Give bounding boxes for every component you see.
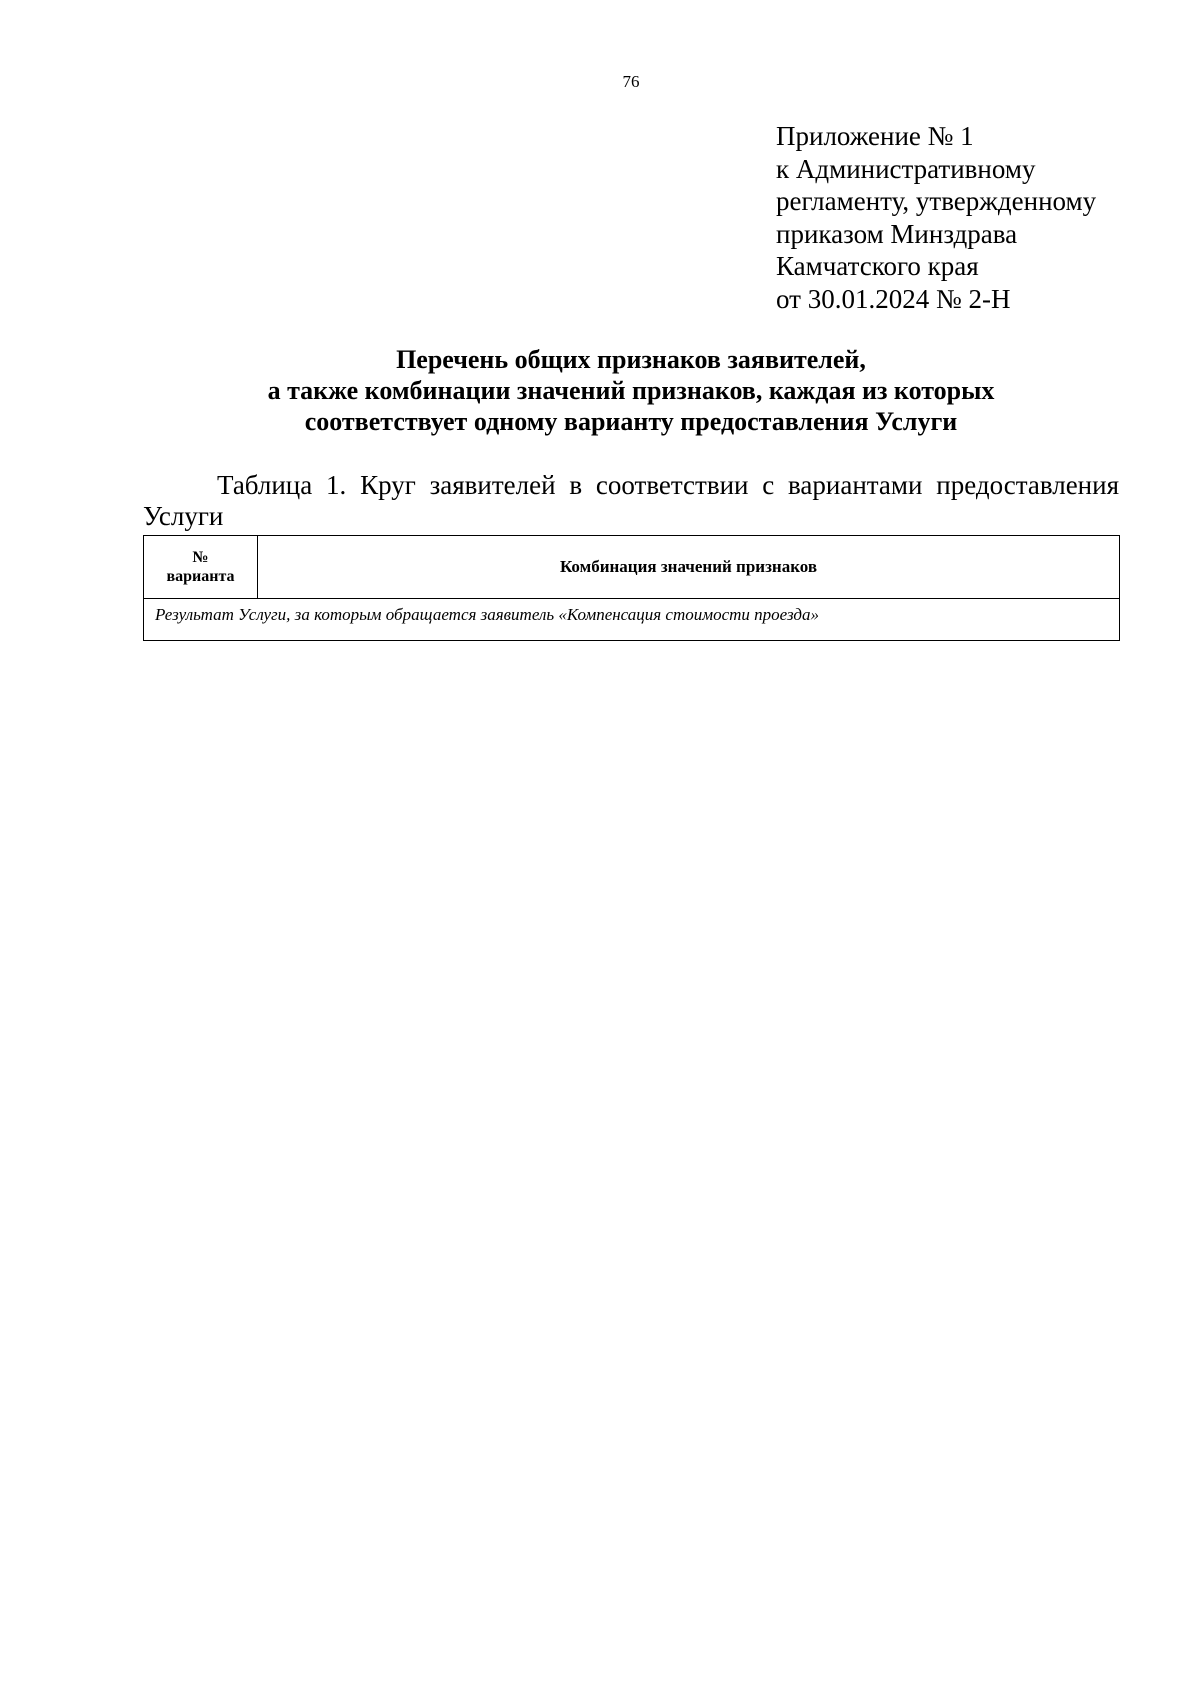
header-number-sign: № <box>192 549 209 566</box>
title-line: Перечень общих признаков заявителей, <box>396 345 866 374</box>
table-caption: Таблица 1. Круг заявителей в соответствии с вариантами предоставления Услуги <box>143 470 1119 531</box>
header-variant-label: варианта <box>166 568 235 585</box>
appendix-line: Камчатского края <box>776 251 979 281</box>
header-combination: Комбинация значений признаков <box>258 536 1120 599</box>
title-line: соответствует одному варианту предоставления Услуги <box>304 407 958 436</box>
title-line: а также комбинации значений признаков, каждая из которых <box>267 376 995 405</box>
appendix-line: регламенту, утвержденному <box>776 186 1097 216</box>
table-header-row <box>144 536 1120 599</box>
result-cell: Результат Услуги, за которым обращается заявитель «Компенсация стоимости проезда» <box>144 599 1120 641</box>
appendix-line: приказом Минздрава <box>776 218 1018 249</box>
header-variant-number <box>144 536 258 599</box>
appendix-line: Приложение № 1 <box>776 121 974 151</box>
page-number: 76 <box>622 72 640 91</box>
appendix-line: от 30.01.2024 № 2-Н <box>776 283 1011 314</box>
variants-table <box>143 535 1120 641</box>
appendix-line: к Административному <box>776 153 1036 184</box>
document-title <box>0 344 1200 437</box>
table-row <box>144 599 1120 641</box>
appendix-block <box>776 120 1176 315</box>
